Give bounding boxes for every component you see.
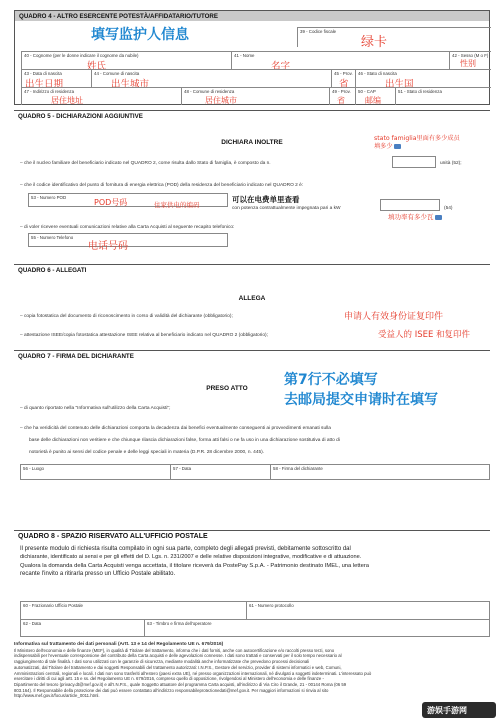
quadro-5: [14, 110, 490, 260]
field-56[interactable]: [20, 464, 170, 480]
quadro-7: [14, 350, 490, 480]
note-43: 出生日期: [25, 79, 64, 90]
pointer-icon-2: [435, 215, 442, 220]
privacy-line-3: raggiungimento di tale finalità. I dati sono utilizzati con le garanzie di sicurezza, mediante modalità anche informatizzate che prevedono processi decisionali: [14, 659, 310, 665]
field-41[interactable]: [231, 51, 449, 69]
note-50: 邮编: [365, 96, 381, 105]
quadro-6-title: QUADRO 6 - ALLEGATI: [14, 265, 490, 275]
privacy-line-5: Amministrazioni centrali, regionali e locali. I dati non sono trasferiti all'estero (paesi extra UE), né presso organizzazioni internazionali, né divulgati a soggetti indeterminati. L'interessato può: [14, 670, 372, 676]
privacy-notice-title: Informativa sul trattamento dei dati personali (Artt. 13 e 14 del Regolamento UE n. 679/2016): [14, 642, 224, 647]
note-q7-1: 第7行不必填写: [284, 372, 378, 388]
watermark-logo: 游娱手游网: [422, 702, 496, 718]
field-47[interactable]: [21, 87, 181, 105]
privacy-line-7: Dipartimento del tesoro (privacy.dt@mef.gov.it) e all'I.N.P.S., quale Soggetto attuatore del programma Carta acquisti, all'indirizzo di Via Ciro il Grande, 21 - 00144 Roma (06 59: [14, 681, 347, 687]
note-isee: 受益人的 ISEE 和复印件: [378, 330, 471, 340]
quadro-7-heading: PRESO ATTO: [206, 385, 248, 392]
form-page: [14, 10, 494, 710]
field-63[interactable]: [144, 619, 490, 637]
field-63-label: 63 - Timbro e firma dell'operatore: [147, 621, 212, 626]
field-42-label: 42 - Sesso (M o F): [452, 53, 489, 58]
privacy-line-4: automatizzati, dal Titolare del trattamento e dai soggetti Responsabili del trattamento autorizzati: I.N.P.S., Gestore del servizio, provider di sistemi informatici e web, Comuni,: [14, 664, 342, 670]
field-49-label: 49 - Prov.: [332, 89, 351, 94]
note-48: 居住城市: [205, 96, 237, 105]
field-55-label: 55 - Numero Telefono: [31, 235, 74, 240]
field-51[interactable]: [395, 87, 491, 105]
note-42: 性别: [460, 59, 476, 68]
quadro-6-heading: ALLEGA: [238, 295, 266, 302]
field-48[interactable]: [181, 87, 329, 105]
quadro-4-title: QUADRO 4 - ALTRO ESERCENTE POTESTÀ/AFFIDATARIO/TUTORE: [15, 11, 489, 21]
field-57-label: 57 - Data: [173, 466, 192, 471]
q5-line-4: – di voler ricevere eventuali comunicazioni relative alla Carta Acquisti al seguente recapito telefonico:: [20, 225, 235, 230]
field-50-label: 50 - CAP: [358, 89, 376, 94]
note-pod: POD号码: [94, 198, 128, 207]
field-57[interactable]: [170, 464, 270, 480]
field-45-label: 45 - Prov.: [334, 71, 353, 76]
field-60-label: 60 - Frazionario Ufficio Postale: [23, 603, 83, 608]
q7-line-3: base delle dichiarazioni non veritiere e che chiunque rilascia dichiarazioni false, forma atti falsi o ne fa uso in una dichiarazione sostitutiva di atto di: [29, 438, 340, 443]
q8-line-1: Il presente modulo di richiesta risulta compilato in ogni sua parte, completo degli allegati previsti, debitamente sottoscritto dal: [20, 546, 351, 552]
field-54[interactable]: [380, 199, 440, 211]
field-46[interactable]: [355, 69, 491, 87]
q8-line-4: recante l'invito a ritirarla presso un Ufficio Postale abilitato.: [20, 571, 176, 578]
q7-line-4: notorietà è punito ai sensi del codice penale e delle leggi speciali in materia (D.P.R. 28 dicembre 2000, n. 445).: [29, 450, 265, 455]
note-40: 姓氏: [87, 61, 107, 72]
q5-line-1: – che il nucleo familiare del beneficiario indicato nel QUADRO 2, come risulta dallo Stato di famiglia, è composto da n.: [20, 161, 271, 166]
note-41: 名字: [271, 61, 291, 72]
privacy-notice: [14, 642, 490, 699]
field-47-label: 47 - Indirizzo di residenza: [24, 89, 75, 94]
q8-text: [20, 545, 486, 579]
note-46: 出生国: [385, 79, 414, 90]
privacy-line-2: indispensabili per l'eventuale corresponsione del contributo della Carta acquisti e delle agevolazioni connesse. I dati sono trattati e conservati per il solo tempo necessario al: [14, 653, 342, 659]
note-id: 申请人有效身份证复印件: [344, 312, 444, 322]
pointer-icon: [394, 144, 401, 149]
q6-line-1: – copia fotostatica del documento di riconoscimento in corso di validità del dichiarante (obbligatorio);: [20, 314, 233, 319]
quadro-4-note: 填写监护人信息: [91, 27, 189, 43]
note-kw: 填功率有多少瓦: [388, 212, 442, 221]
note-44: 出生城市: [111, 79, 150, 90]
note-state: stato famiglia里面有多少成员填多少: [374, 135, 460, 150]
field-52[interactable]: [392, 156, 436, 168]
q5-line-2: – che il codice identificativo del punto di fornitura di energia elettrica (POD) della residenza del beneficiario indicato nel QUADRO 2 è:: [20, 183, 304, 188]
note-pod-2: 住家供电的编码: [154, 201, 200, 209]
quadro-8-title: QUADRO 8 - SPAZIO RISERVATO ALL'UFFICIO POSTALE: [14, 531, 490, 541]
privacy-line-9: http://www.mef.gov.it/focus/article_0011.html.: [14, 693, 100, 699]
note-bill: 可以在电费单里查看: [232, 195, 300, 204]
field-51-label: 51 - Stato di residenza: [398, 89, 442, 94]
field-58[interactable]: [270, 464, 490, 480]
q5-line-3: con potenza contrattualmente impegnata pari a kW: [232, 206, 341, 211]
field-58-label: 58 - Firma del dichiarante: [273, 466, 323, 471]
field-41-label: 41 - Nome: [234, 53, 255, 58]
field-55[interactable]: [28, 233, 228, 247]
quadro-7-title: QUADRO 7 - FIRMA DEL DICHIARANTE: [14, 351, 490, 361]
q7-line-2: – che ha veridicità del contenuto delle dichiarazioni comporta la decadenza dai benefici eventualmente conseguenti ai provvedimenti emanati sulla: [20, 426, 331, 431]
field-61-label: 61 - Numero protocollo: [249, 603, 294, 608]
quadro-4: [14, 10, 490, 105]
field-40[interactable]: [21, 51, 231, 69]
privacy-line-1: Il Ministero dell'economia e delle finanze (MEF), in qualità di Titolare del trattamento, informa che i dati forniti, anche con autocertificazione e/o raccolti presso terzi, sono: [14, 647, 335, 653]
note-39: 绿卡: [361, 35, 388, 50]
field-43-label: 43 - Data di nascita: [24, 71, 62, 76]
field-53-label: 53 - Numero POD: [31, 195, 67, 200]
quadro-6: [14, 264, 490, 346]
field-39-label: 39 - Codice fiscale: [300, 29, 337, 34]
note-tel: 电话号码: [88, 241, 128, 252]
note-q7-2: 去邮局提交申请时在填写: [284, 392, 438, 408]
field-54-label: (54): [444, 206, 453, 211]
q5-line-1-end: unità (52);: [440, 161, 462, 166]
privacy-line-8: 803.164). Il Responsabile della protezione dei dati può essere contattato all'indirizzo responsabileprotezionedati@mef.gov.it. Per maggiori informazioni si rinvia al sito: [14, 687, 329, 693]
field-40-label: 40 - Cognome (per le donne indicare il cognome da nubile): [24, 53, 139, 58]
quadro-8: [14, 530, 490, 636]
q8-line-3: Qualora la domanda della Carta Acquisti venga accettata, il titolare riceverà da PostePay S.p.A. - Patrimonio destinato IMEL, una lettera: [20, 562, 369, 569]
field-60[interactable]: [20, 601, 246, 619]
q7-line-1: – di quanto riportato nella "Informativa sull'utilizzo della Carta Acquisti";: [20, 406, 171, 411]
field-62-label: 62 - Data: [23, 621, 42, 626]
field-62[interactable]: [20, 619, 144, 637]
note-45: 省: [339, 79, 349, 90]
field-48-label: 48 - Comune di residenza: [184, 89, 235, 94]
q8-line-2: dichiarante, identificato ai sensi e per gli effetti del D. Lgs. n. 231/2007 e delle relative disposizioni integrative, modificative e di attuazione.: [20, 554, 362, 561]
quadro-5-title: QUADRO 5 - DICHIARAZIONI AGGIUNTIVE: [14, 111, 490, 121]
field-46-label: 46 - Stato di nascita: [358, 71, 397, 76]
field-61[interactable]: [246, 601, 490, 619]
q6-line-2: – attestazione ISEE/copia fotostatica attestazione ISEE relativa al beneficiario indicato nel QUADRO 2 (obbligatorio);: [20, 333, 268, 338]
field-39[interactable]: [297, 27, 491, 47]
quadro-5-heading: DICHIARA INOLTRE: [221, 139, 283, 146]
field-44-label: 44 - Comune di nascita: [94, 71, 140, 76]
field-56-label: 56 - Luogo: [23, 466, 44, 471]
privacy-line-6: esercitare i diritti di cui agli artt. 15 e ss. del Regolamento UE n. 679/2016, compreso quello di opposizione, rivolgendosi al Ministero dell'economia e delle finanze -: [14, 676, 324, 682]
note-47: 居住地址: [51, 96, 83, 105]
note-49: 省: [337, 96, 345, 105]
